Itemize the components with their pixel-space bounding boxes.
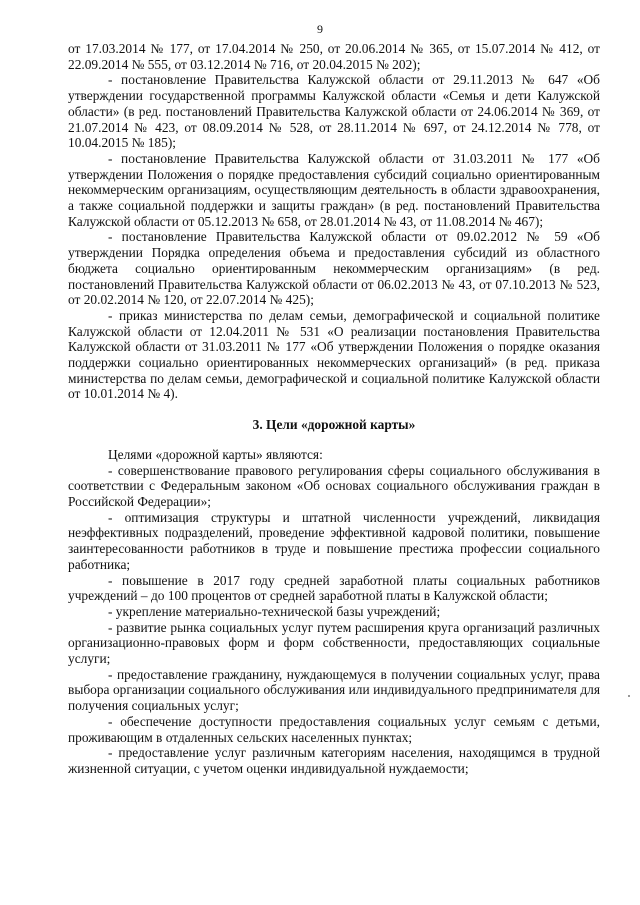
section-intro: Целями «дорожной карты» являются: bbox=[108, 446, 323, 462]
goal-item: - совершенствование правового регулирования сферы социального обслуживания в соответствии с Федеральным законом «Об основах социального обслуживания граждан в Российской Федерации»; bbox=[68, 462, 600, 509]
section-heading: 3. Цели «дорожной карты» bbox=[252, 417, 416, 433]
goal-item: - укрепление материально-технической базы учреждений; bbox=[108, 603, 441, 619]
goal-item: - развитие рынка социальных услуг путем расширения круга организаций различных организационно-правовых форм и форм собственности, предоставляющих социальные услуги; bbox=[68, 619, 600, 667]
list-item: - приказ министерства по делам семьи, демографической и социальной политике Калужской области от 12.04.2011 № 531 «О реализации постановления Правительства Калужской области от 31.03.2011 № 177 «Об утверждении Положения о порядке оказания поддержки социально ориентированных некоммерческих организаций» (в ред. приказа министерства по делам семьи, демографической и социальной политике Калужской области от 10.01.2014 № 4). bbox=[68, 307, 600, 402]
goal-item: - обеспечение доступности предоставления социальных услуг семьям с детьми, проживающим в отдаленных сельских населенных пунктах; bbox=[68, 713, 600, 745]
goal-item: - повышение в 2017 году средней заработной платы социальных работников учреждений – до 100 процентов от средней заработной платы в Калужской области; bbox=[68, 572, 600, 604]
scan-speck bbox=[628, 695, 630, 697]
paragraph-continuation: от 17.03.2014 № 177, от 17.04.2014 № 250, от 20.06.2014 № 365, от 15.07.2014 № 412, от 22.09.2014 № 555, от 03.12.2014 № 716, от 20.04.2015 № 202); bbox=[68, 41, 600, 72]
document-body bbox=[68, 41, 600, 777]
list-item: - постановление Правительства Калужской области от 29.11.2013 № 647 «Об утверждении государственной программы Калужской области «Семья и дети Калужской области» (в ред. постановлений Правительства Калужской области от 24.06.2014 № 369, от 21.07.2014 № 423, от 08.09.2014 № 528, от 28.11.2014 № 697, от 24.12.2014 № 778, от 10.04.2015 № 185); bbox=[68, 72, 600, 151]
page-number: 9 bbox=[317, 22, 323, 36]
goal-item: - предоставление гражданину, нуждающемуся в получении социальных услуг, права выбора организации социального обслуживания или индивидуального предпринимателя для получения социальных услуг; bbox=[68, 666, 600, 714]
goal-item: - оптимизация структуры и штатной численности учреждений, ликвидация неэффективных подразделений, проведение эффективной кадровой политики, повышение заинтересованности работников в труде и повышение престижа профессии социального работника; bbox=[68, 509, 600, 572]
list-item: - постановление Правительства Калужской области от 09.02.2012 № 59 «Об утверждении Порядка определения объема и предоставления субсидий из областного бюджета социально ориентированным некоммерческим организациям» (в ред. постановлений Правительства Калужской области от 06.02.2013 № 43, от 07.10.2013 № 523, от 20.02.2014 № 120, от 22.07.2014 № 425); bbox=[68, 229, 600, 308]
list-item: - постановление Правительства Калужской области от 31.03.2011 № 177 «Об утверждении Положения о порядке предоставления субсидий социально ориентированным некоммерческим организациям, осуществляющим деятельность в области здравоохранения, а также социальной поддержки и защиты граждан» (в ред. постановлений Правительства Калужской области от 05.12.2013 № 658, от 28.01.2014 № 43, от 11.08.2014 № 467); bbox=[68, 150, 600, 229]
goal-item: - предоставление услуг различным категориям населения, находящимся в трудной жизненной ситуации, с учетом оценки индивидуальной нуждаемости; bbox=[68, 745, 600, 776]
